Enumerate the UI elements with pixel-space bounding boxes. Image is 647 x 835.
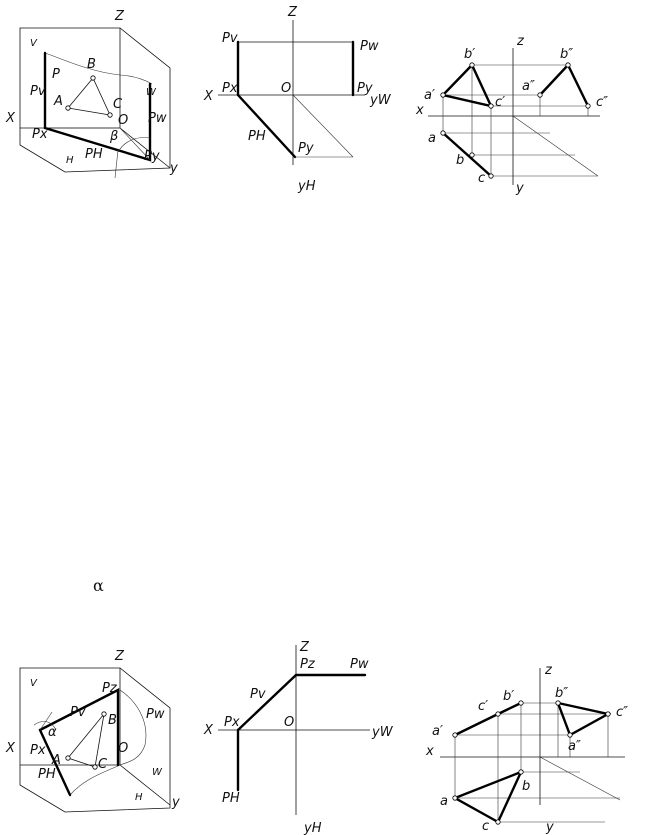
- top-fig3-b-label: b: [456, 153, 465, 168]
- top-fig2-yh-label: yH: [298, 179, 316, 194]
- top-fig1-w-label: W: [146, 87, 156, 98]
- bottom-fig1-a-label: A: [52, 753, 61, 768]
- top-fig2-ph-label: PH: [248, 129, 266, 144]
- bottom-fig3-z-label: z: [545, 663, 552, 678]
- bottom-fig2-pw-label: Pw: [350, 657, 369, 672]
- top-fig2-py1-label: Py: [357, 81, 373, 96]
- bottom-fig1-px-label: Px: [30, 743, 46, 758]
- top-fig3-a-label: a: [428, 131, 436, 146]
- top-fig2-py2-label: Py: [298, 141, 314, 156]
- bottom-fig2-traces: [203, 640, 394, 835]
- bottom-fig3-b-label: b: [522, 779, 531, 794]
- top-fig2-traces: [203, 5, 392, 194]
- bottom-fig2-px-label: Px: [224, 715, 240, 730]
- top-fig1-y-label: y: [170, 161, 178, 176]
- bottom-fig2-o-label: O: [284, 715, 295, 730]
- top-fig1-isometric: [5, 9, 178, 178]
- top-fig3-projections: [415, 34, 608, 196]
- bottom-fig3-projections: [425, 663, 628, 835]
- bottom-fig1-o-label: O: [118, 741, 129, 756]
- bottom-fig1-h-label: H: [135, 792, 143, 803]
- top-fig1-a-label: A: [54, 94, 63, 109]
- bottom-fig1-pw-label: Pw: [146, 707, 165, 722]
- top-fig3-y-label: y: [516, 181, 524, 196]
- bottom-fig3-a-dprime-label: a″: [568, 739, 581, 754]
- bottom-fig1-b-label: B: [108, 713, 117, 728]
- bottom-fig3-y-label: y: [546, 820, 554, 835]
- bottom-fig2-pz-label: Pz: [300, 657, 315, 672]
- top-fig2-px-label: Px: [222, 81, 238, 96]
- top-fig3-z-label: z: [517, 34, 524, 49]
- bottom-fig1-pv-label: Pv: [70, 705, 86, 720]
- top-fig3-a-dprime-label: a″: [522, 79, 535, 94]
- top-fig1-z-label: Z: [115, 9, 124, 24]
- top-fig1-b-label: B: [87, 57, 96, 72]
- top-fig2-yw-label: yW: [370, 93, 391, 108]
- bottom-fig1-v-label: V: [30, 678, 37, 689]
- top-fig2-x-label: X: [204, 89, 213, 104]
- bottom-fig1-x-label: X: [6, 741, 15, 756]
- top-fig1-c-label: C: [113, 97, 123, 112]
- bottom-fig1-pz-label: Pz: [102, 681, 117, 696]
- bottom-fig3-a-prime-label: a′: [432, 724, 443, 739]
- bottom-fig1-z-label: Z: [115, 649, 124, 664]
- top-fig3-c-label: c: [478, 171, 486, 186]
- top-fig1-o-label: O: [118, 113, 129, 128]
- bottom-fig3-b-prime-label: b′: [503, 689, 515, 704]
- top-fig3-b-prime-label: b′: [464, 47, 476, 62]
- top-fig3-c-dprime-label: c″: [596, 95, 609, 110]
- bottom-fig2-yw-label: yW: [372, 725, 393, 740]
- top-fig2-o-label: O: [281, 81, 292, 96]
- top-fig1-py-label: Py: [144, 149, 160, 164]
- top-fig2-pv-label: Pv: [222, 31, 238, 46]
- bottom-fig3-c-label: c: [482, 819, 490, 834]
- bottom-fig1-y-label: y: [172, 795, 180, 810]
- top-fig1-px-label: Px: [32, 127, 48, 142]
- top-fig1-ph-label: PH: [85, 147, 103, 162]
- bottom-fig1-ph-label: PH: [38, 767, 56, 782]
- top-fig2-pw-label: Pw: [360, 39, 379, 54]
- top-fig1-x-label: X: [6, 111, 15, 126]
- bottom-fig2-pv-label: Pv: [250, 687, 266, 702]
- bottom-fig2-x-label: X: [204, 723, 213, 738]
- bottom-fig1-c-label: C: [98, 757, 108, 772]
- top-fig1-pv-label: Pv: [30, 84, 46, 99]
- bottom-fig3-x-label: x: [426, 744, 434, 759]
- top-fig1-pw-label: Pw: [148, 111, 167, 126]
- bottom-fig3-a-label: a: [440, 794, 448, 809]
- top-fig1-p-label: P: [52, 67, 60, 82]
- bottom-fig3-c-dprime-label: c″: [616, 705, 629, 720]
- top-fig1-v-label: V: [30, 38, 37, 49]
- bottom-fig2-z-label: Z: [300, 640, 309, 655]
- bottom-fig3-c-prime-label: c′: [478, 699, 489, 714]
- bottom-fig3-b-dprime-label: b″: [555, 686, 569, 701]
- top-fig3-x-label: x: [416, 103, 424, 118]
- bottom-fig1-isometric: [5, 649, 180, 812]
- alpha-symbol: α: [93, 576, 104, 595]
- bottom-fig1-alpha-label: α: [48, 725, 57, 740]
- top-fig2-z-label: Z: [288, 5, 297, 20]
- top-fig1-beta-label: β: [110, 129, 119, 144]
- top-fig1-h-label: H: [66, 155, 74, 166]
- bottom-fig2-ph-label: PH: [222, 791, 240, 806]
- bottom-fig2-yh-label: yH: [304, 821, 322, 835]
- top-fig3-c-prime-label: c′: [495, 95, 506, 110]
- bottom-fig1-w-label: W: [152, 767, 162, 778]
- top-fig3-a-prime-label: a′: [424, 88, 435, 103]
- top-fig3-b-dprime-label: b″: [560, 47, 574, 62]
